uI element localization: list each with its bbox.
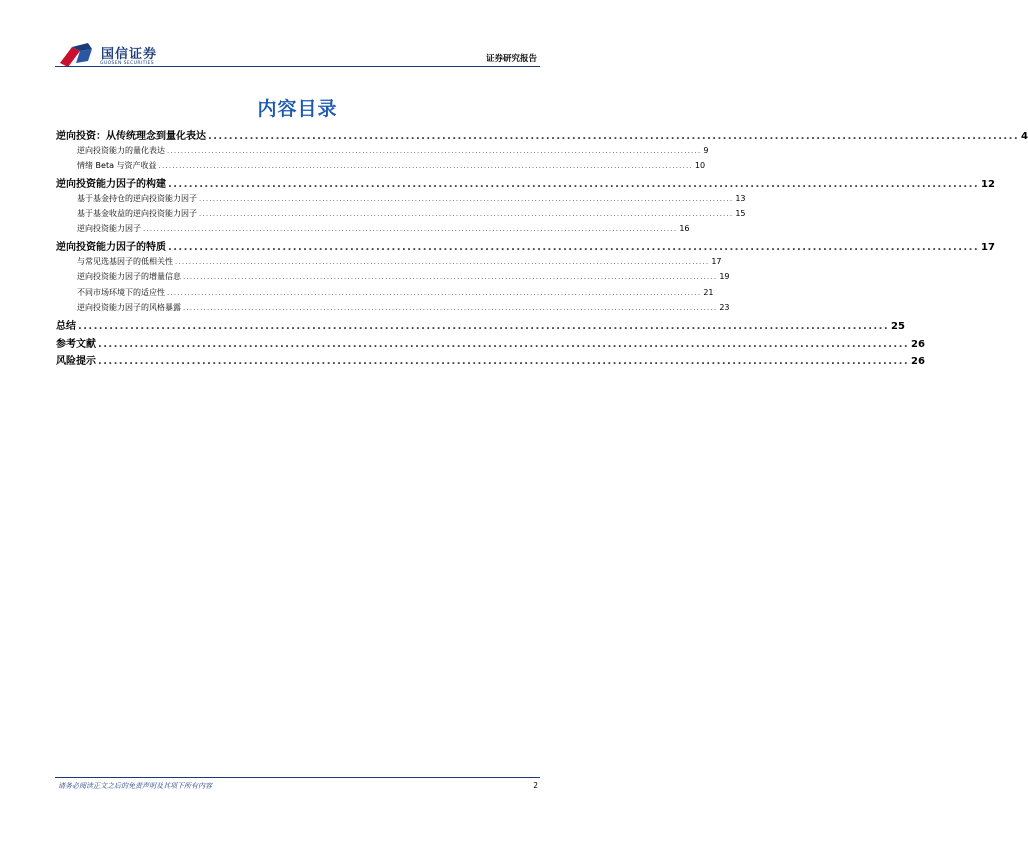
toc-leader-dots: ............................................................................................................................................................	[143, 225, 678, 234]
report-type-label: 证券研究报告	[485, 54, 537, 64]
guosen-logo-icon	[58, 41, 98, 69]
toc-entry-text: 基于基金持仓的逆向投资能力因子	[77, 193, 197, 203]
toc-entry[interactable]	[56, 175, 995, 193]
toc-page-number: 15	[735, 208, 746, 218]
toc-entry-text: 不同市场环境下的适应性	[77, 287, 165, 297]
toc-leader-dots: ............................................................................................................................................................	[167, 146, 702, 155]
toc-entry[interactable]	[56, 287, 714, 302]
toc-leader-dots: ............................................................................................................................................................	[183, 303, 718, 312]
toc-entry[interactable]	[56, 208, 746, 223]
toc-entry-text: 逆向投资能力因子的构建	[56, 179, 166, 191]
toc-page-number: 16	[679, 224, 690, 234]
footer-divider	[55, 777, 540, 778]
toc-leader-dots: ............................................................................................................................................................	[158, 161, 693, 170]
toc-page-number: 26	[911, 338, 925, 350]
header-divider	[55, 66, 540, 67]
toc-leader-dots: ............................................................................................................................................................	[208, 131, 1020, 142]
toc-entry-text: 逆向投资能力因子	[77, 224, 141, 234]
toc-entry[interactable]	[56, 223, 690, 238]
toc-entry-text: 逆向投资：从传统理念到量化表达	[56, 131, 206, 142]
toc-page-number: 9	[703, 145, 709, 155]
toc-entry[interactable]	[56, 145, 709, 160]
toc-page-number: 21	[703, 287, 714, 297]
toc-entry[interactable]	[56, 256, 722, 271]
toc-page-number: 4	[1021, 131, 1028, 142]
toc-entry-text: 基于基金收益的逆向投资能力因子	[77, 208, 197, 218]
toc-entry[interactable]	[56, 302, 730, 317]
toc-leader-dots: ............................................................................................................................................................	[167, 288, 702, 297]
logo-text-en: GUOSEN SECURITIES	[100, 61, 154, 66]
toc-entry[interactable]	[56, 271, 730, 286]
toc-leader-dots: ............................................................................................................................................................	[183, 273, 718, 282]
toc-page-number: 26	[911, 356, 925, 368]
toc-page-number: 17	[981, 242, 995, 254]
table-of-contents	[56, 127, 1028, 370]
toc-entry-text: 逆向投资能力的量化表达	[77, 145, 165, 155]
toc-page-number: 17	[711, 256, 722, 266]
toc-leader-dots: ............................................................................................................................................................	[98, 338, 910, 350]
toc-leader-dots: ............................................................................................................................................................	[175, 257, 710, 266]
toc-entry-text: 逆向投资能力因子的增量信息	[77, 272, 181, 282]
toc-leader-dots: ............................................................................................................................................................	[168, 242, 980, 254]
toc-page-number: 25	[891, 321, 905, 333]
toc-entry[interactable]	[56, 127, 1028, 145]
logo-text-cn: 国信证券	[101, 47, 158, 62]
toc-leader-dots: ............................................................................................................................................................	[168, 179, 980, 191]
toc-entry[interactable]	[56, 352, 925, 370]
toc-page-number: 19	[719, 272, 730, 282]
toc-entry[interactable]	[56, 160, 706, 175]
toc-entry[interactable]	[56, 238, 995, 256]
toc-page-number: 10	[694, 160, 706, 170]
toc-entry-text: 逆向投资能力因子的特质	[56, 242, 166, 254]
toc-leader-dots: ............................................................................................................................................................	[98, 356, 910, 368]
page-number: 2	[533, 781, 538, 790]
page-header	[0, 0, 595, 70]
toc-leader-dots: ............................................................................................................................................................	[199, 194, 734, 203]
toc-page-number: 13	[735, 193, 746, 203]
toc-title: 内容目录	[257, 98, 338, 120]
toc-entry[interactable]	[56, 335, 925, 353]
toc-entry-text: 总结	[56, 321, 76, 333]
toc-leader-dots: ............................................................................................................................................................	[78, 321, 890, 333]
toc-page-number: 23	[719, 302, 730, 312]
company-logo	[58, 41, 164, 69]
toc-entry-text: 参考文献	[56, 338, 96, 350]
toc-entry-text: 风险提示	[56, 356, 96, 368]
footer-disclaimer: 请务必阅读正文之后的免责声明及其项下所有内容	[58, 782, 212, 790]
toc-entry-text: 与常见选基因子的低相关性	[77, 256, 173, 266]
toc-entry[interactable]	[56, 193, 746, 208]
toc-leader-dots: ............................................................................................................................................................	[199, 209, 734, 218]
toc-entry-text: 情绪 Beta 与资产收益	[77, 160, 157, 170]
toc-entry-text: 逆向投资能力因子的风格暴露	[77, 302, 181, 312]
toc-entry[interactable]	[56, 317, 905, 335]
toc-page-number: 12	[981, 179, 995, 191]
